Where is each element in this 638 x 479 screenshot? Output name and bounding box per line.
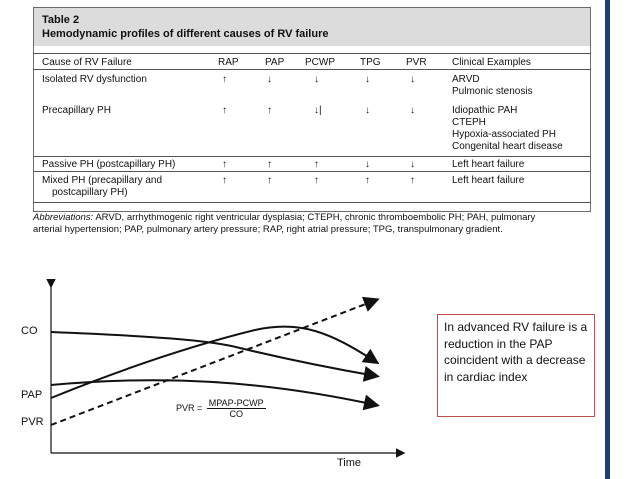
row-cause: Passive PH (postcapillary PH) [42, 159, 176, 170]
hemodynamics-graph [0, 270, 430, 479]
formula-numerator: MPAP-PCWP [208, 398, 264, 408]
col-header-pap: PAP [265, 57, 285, 68]
tpg-arrow: ↓ [365, 159, 370, 170]
divider [34, 69, 590, 70]
pcwp-arrow: ↓ [314, 74, 319, 85]
abbreviations-line-2: arterial hypertension; PAP, pulmonary artery pressure; RAP, right atrial pressure; TPG, transpulmonary gradient. [33, 224, 503, 235]
pcwp-arrow: ↓| [314, 105, 322, 116]
rap-arrow: ↑ [222, 105, 227, 116]
abbreviations-line-1: ARVD, arrhythmogenic right ventricular dysplasia; CTEPH, chronic thromboembolic PH; PAH, pulmonary [95, 212, 536, 223]
example: Congenital heart disease [452, 141, 563, 152]
example: CTEPH [452, 117, 486, 128]
pap-arrow: ↑ [267, 175, 272, 186]
abbreviations-note [33, 212, 603, 236]
divider [34, 53, 590, 54]
table-subtitle: Hemodynamic profiles of different causes of RV failure [42, 28, 329, 40]
pap-arrow: ↑ [267, 105, 272, 116]
formula-left: PVR = [176, 402, 203, 413]
example: Left heart failure [452, 175, 525, 186]
divider [34, 156, 590, 157]
example: Pulmonic stenosis [452, 86, 533, 97]
row-cause: Isolated RV dysfunction [42, 74, 147, 85]
table-header [34, 8, 590, 46]
pvr-formula [176, 398, 266, 419]
tpg-arrow: ↑ [365, 175, 370, 186]
divider [34, 171, 590, 172]
col-header-pvr: PVR [406, 57, 427, 68]
formula-denominator: CO [229, 409, 243, 419]
col-header-examples: Clinical Examples [452, 57, 531, 68]
row-cause-continued: postcapillary PH) [52, 187, 128, 198]
col-header-pcwp: PCWP [305, 57, 335, 68]
pvr-label: PVR [21, 416, 44, 428]
example: Left heart failure [452, 159, 525, 170]
row-cause: Mixed PH (precapillary and [42, 175, 163, 186]
rap-arrow: ↑ [222, 175, 227, 186]
pvr-arrow: ↓ [410, 74, 415, 85]
pap-arrow: ↓ [267, 74, 272, 85]
rap-arrow: ↑ [222, 159, 227, 170]
col-header-rap: RAP [218, 57, 239, 68]
pvr-arrow: ↑ [410, 175, 415, 186]
abbreviations-label: Abbreviations: [33, 212, 94, 223]
explanation-text: In advanced RV failure is a reduction in the PAP coincident with a decrease in cardiac index [444, 320, 588, 384]
col-header-cause: Cause of RV Failure [42, 57, 132, 68]
pvr-arrow: ↓ [410, 105, 415, 116]
time-label: Time [337, 457, 362, 469]
pcwp-arrow: ↑ [314, 175, 319, 186]
table-title: Table 2 [42, 14, 80, 26]
tpg-arrow: ↓ [365, 74, 370, 85]
example: Idiopathic PAH [452, 105, 518, 116]
explanation-box [437, 314, 595, 417]
slide-side-bar [605, 0, 610, 479]
co-label: CO [21, 325, 38, 337]
row-cause: Precapillary PH [42, 105, 111, 116]
pcwp-arrow: ↑ [314, 159, 319, 170]
col-header-tpg: TPG [360, 57, 381, 68]
rap-arrow: ↑ [222, 74, 227, 85]
divider [34, 202, 590, 203]
example: Hypoxia-associated PH [452, 129, 556, 140]
pvr-arrow: ↓ [410, 159, 415, 170]
pap-arrow: ↑ [267, 159, 272, 170]
hemodynamic-table [33, 7, 591, 212]
tpg-arrow: ↓ [365, 105, 370, 116]
co-curve [51, 332, 376, 376]
example: ARVD [452, 74, 480, 85]
pap-label: PAP [21, 389, 43, 401]
